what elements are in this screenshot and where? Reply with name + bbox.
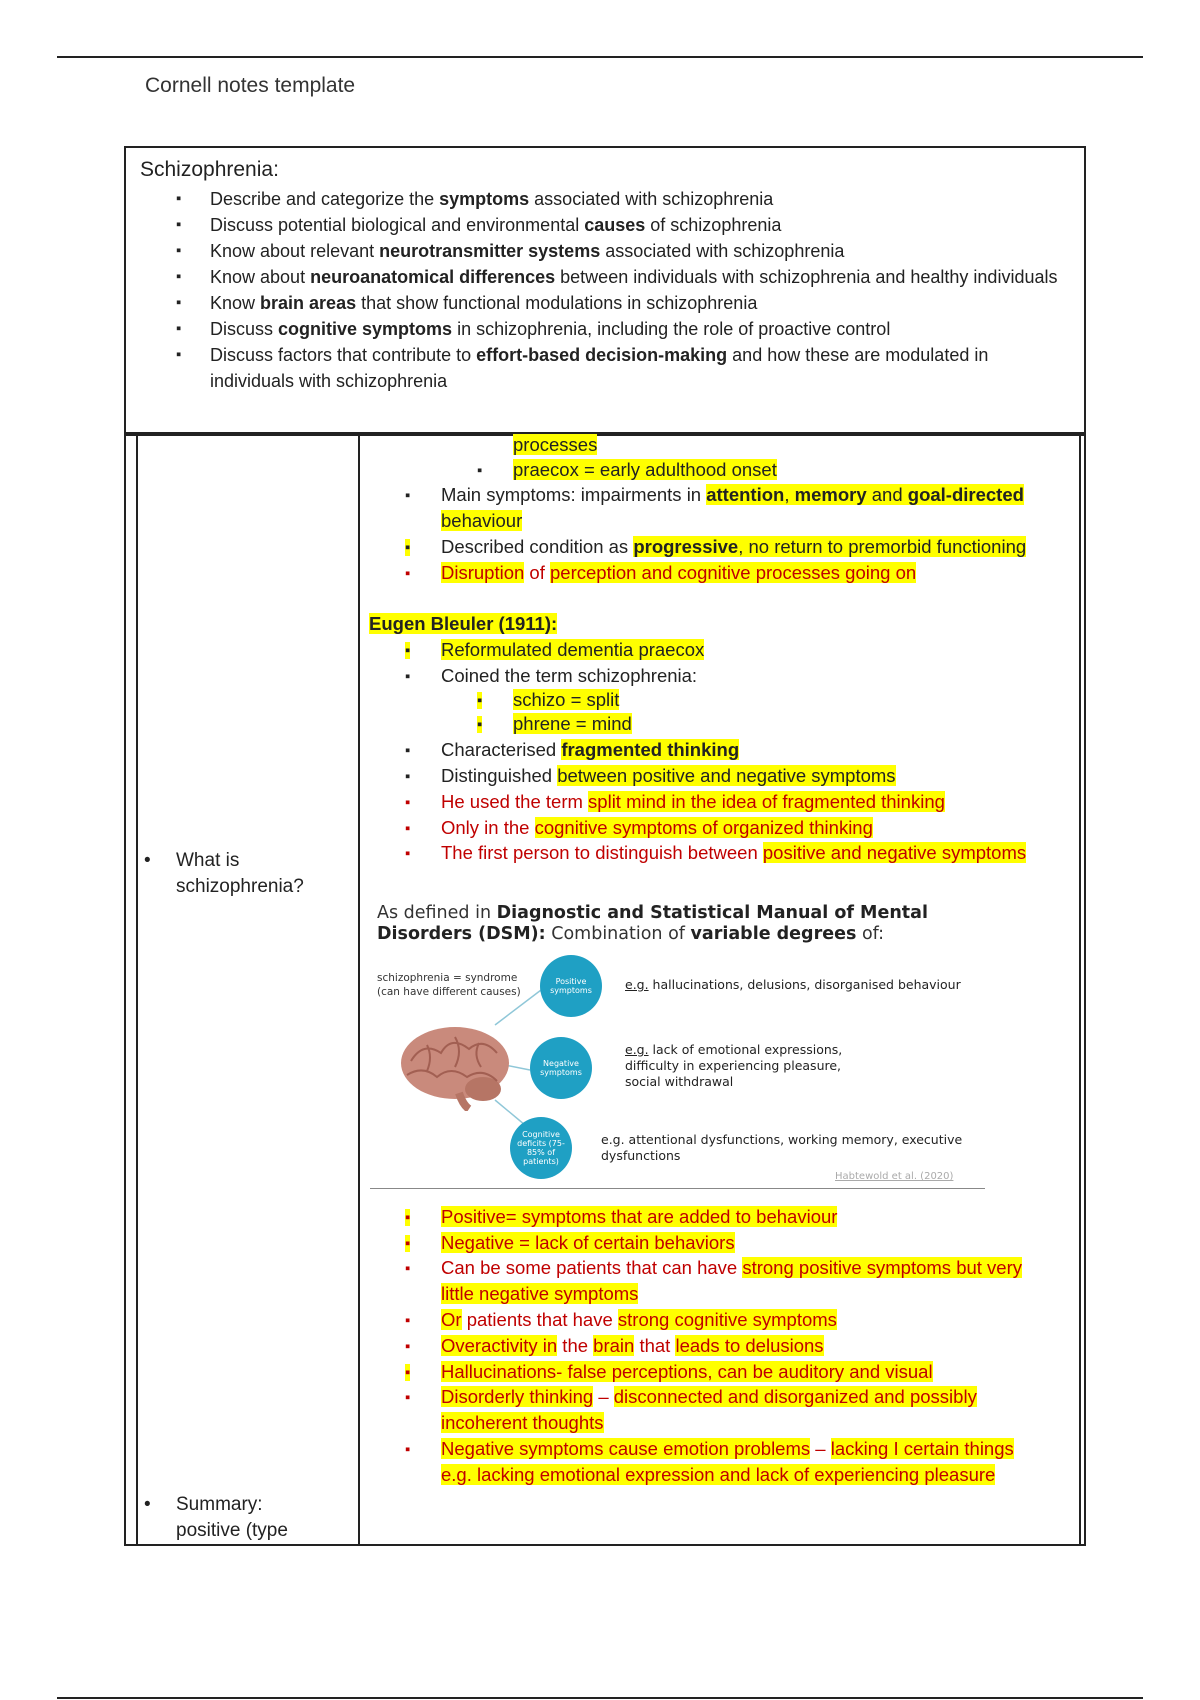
note-line: Distinguished between positive and negative symptoms — [441, 765, 896, 786]
note-line: Positive= symptoms that are added to behaviour — [441, 1206, 838, 1227]
syndrome-note: schizophrenia = syndrome (can have different causes) — [377, 972, 521, 998]
objective-item: ▪ Know brain areas that show functional modulations in schizophrenia — [176, 290, 1076, 316]
top-rule — [57, 56, 1143, 58]
note-line: e.g. lacking emotional expression and lack of experiencing pleasure — [441, 1464, 996, 1485]
bullet-icon: ▪ — [405, 1209, 411, 1226]
note-line: Main symptoms: impairments in attention, memory and goal-directed — [441, 484, 1024, 505]
note-line: Reformulated dementia praecox — [441, 639, 705, 660]
note-line: Disorderly thinking – disconnected and disorganized and possibly — [441, 1386, 977, 1407]
note-line: Characterised fragmented thinking — [441, 739, 740, 760]
note-line: Negative symptoms cause emotion problems – lacking I certain things — [441, 1438, 1014, 1459]
bullet-icon: ▪ — [405, 1338, 411, 1355]
cognitive-description: e.g. attentional dysfunctions, working memory, executive dysfunctions — [601, 1132, 963, 1163]
figure-rule — [370, 1188, 985, 1189]
bullet-icon: ▪ — [405, 1312, 411, 1329]
note-line: incoherent thoughts — [441, 1412, 604, 1433]
objective-item: ▪ Discuss cognitive symptoms in schizophrenia, including the role of proactive control — [176, 316, 1076, 342]
bullet-icon: ▪ — [405, 1441, 411, 1458]
objective-item: ▪ Discuss factors that contribute to effort-based decision-making and how these are modulated in individuals with schizophrenia — [176, 342, 1076, 394]
note-line: Coined the term schizophrenia: — [441, 665, 698, 686]
objective-item: ▪ Describe and categorize the symptoms associated with schizophrenia — [176, 186, 1076, 212]
objectives-list — [176, 186, 1076, 394]
bullet-icon: ▪ — [405, 742, 411, 759]
note-line: Can be some patients that can have strong positive symptoms but very — [441, 1257, 1023, 1278]
objective-item: ▪ Know about neuroanatomical differences between individuals with schizophrenia and healthy individuals — [176, 264, 1076, 290]
note-line: little negative symptoms — [441, 1283, 639, 1304]
note-line: Overactivity in the brain that leads to delusions — [441, 1335, 824, 1356]
bullet-icon: ▪ — [405, 565, 411, 582]
objectives-title: Schizophrenia: — [140, 158, 279, 181]
bullet-icon: ▪ — [405, 1260, 411, 1277]
cognitive-deficits-circle: Cognitive deficits (75-85% of patients) — [510, 1117, 572, 1179]
dsm-figure — [375, 895, 995, 1191]
cue-summary: • Summary: positive (type — [144, 1494, 288, 1541]
connector-line — [495, 987, 545, 1025]
bullet-icon: ▪ — [477, 462, 483, 479]
note-line: Disruption of perception and cognitive processes going on — [441, 562, 917, 583]
bullet-icon: ▪ — [405, 668, 411, 685]
objective-item: ▪ Know about relevant neurotransmitter systems associated with schizophrenia — [176, 238, 1076, 264]
note-line: praecox = early adulthood onset — [513, 459, 777, 480]
note-line: processes — [513, 434, 598, 455]
note-line: Negative = lack of certain behaviors — [441, 1232, 735, 1253]
positive-symptoms-circle: Positive symptoms — [540, 955, 602, 1017]
bullet-icon: ▪ — [405, 642, 411, 659]
bullet-icon: ▪ — [477, 716, 483, 733]
bullet-icon: ▪ — [405, 487, 411, 504]
cue-column-divider — [358, 436, 360, 1544]
figure-title: As defined in Diagnostic and Statistical Manual of Mental Disorders (DSM): Combination of variable degrees of: — [377, 903, 928, 944]
bullet-icon: ▪ — [405, 1235, 411, 1252]
note-line: Hallucinations- false perceptions, can be auditory and visual — [441, 1361, 933, 1382]
bullet-icon: ▪ — [405, 1364, 411, 1381]
table-border — [136, 436, 138, 1544]
note-line: behaviour — [441, 510, 523, 531]
figure-citation: Habtewold et al. (2020) — [835, 1171, 954, 1182]
page-title: Cornell notes template — [145, 74, 356, 97]
note-line: The first person to distinguish between positive and negative symptoms — [441, 842, 1027, 863]
objective-item: ▪ Discuss potential biological and environmental causes of schizophrenia — [176, 212, 1076, 238]
negative-symptoms-circle: Negative symptoms — [530, 1037, 592, 1099]
bullet-icon: ▪ — [405, 794, 411, 811]
note-line: Only in the cognitive symptoms of organized thinking — [441, 817, 873, 838]
note-line: He used the term split mind in the idea of fragmented thinking — [441, 791, 945, 812]
bullet-icon: ▪ — [405, 768, 411, 785]
negative-description: e.g. lack of emotional expressions, difficulty in experiencing pleasure, social withdrawal — [625, 1042, 843, 1089]
note-line: Described condition as progressive, no return to premorbid functioning — [441, 536, 1027, 557]
bullet-icon: ▪ — [405, 539, 411, 556]
bottom-rule — [57, 1697, 1143, 1699]
table-border — [1079, 436, 1081, 1544]
bullet-icon: ▪ — [477, 692, 483, 709]
bullet-icon: ▪ — [405, 820, 411, 837]
learning-objectives-box — [124, 146, 1086, 434]
bullet-icon: ▪ — [405, 845, 411, 862]
positive-description: e.g. hallucinations, delusions, disorganised behaviour — [625, 977, 961, 992]
note-line: phrene = mind — [513, 713, 632, 734]
bullet-icon: ▪ — [405, 1389, 411, 1406]
cue-what-is-schizophrenia: • What is schizophrenia? — [144, 850, 304, 897]
bleuler-heading: Eugen Bleuler (1911): — [369, 613, 558, 634]
note-line: schizo = split — [513, 689, 620, 710]
brain-icon — [397, 1023, 515, 1111]
note-line: Or patients that have strong cognitive symptoms — [441, 1309, 837, 1330]
